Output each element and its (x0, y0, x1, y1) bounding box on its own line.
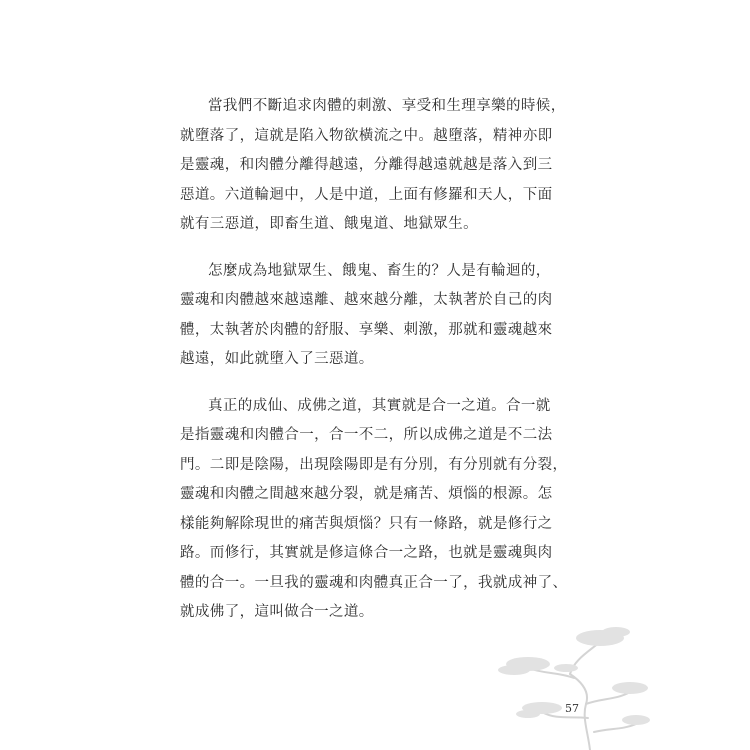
text-line: 就有三惡道，即畜生道、餓鬼道、地獄眾生。 (180, 216, 478, 232)
text-line: 路。而修行，其實就是修這條合一之路，也就是靈魂與肉 (180, 545, 553, 561)
paragraph-3 (180, 392, 590, 628)
paragraph-1 (180, 92, 590, 240)
text-line: 真正的成仙、成佛之道，其實就是合一之道。合一就 (208, 397, 551, 414)
text-line: 怎麼成為地獄眾生、餓鬼、畜生的？人是有輪迴的， (208, 262, 551, 279)
pine-tree-illustration-icon (470, 612, 650, 750)
page-number: 57 (565, 702, 579, 715)
text-line: 靈魂和肉體之間越來越分裂，就是痛苦、煩惱的根源。怎 (180, 486, 553, 502)
text-line: 越遠，如此就墮入了三惡道。 (180, 351, 374, 367)
text-line: 門。二即是陰陽，出現陰陽即是有分別，有分別就有分裂， (180, 456, 568, 473)
text-line: 是靈魂，和肉體分離得越遠，分離得越遠就越是落入到三 (180, 157, 553, 173)
text-line: 樣能夠解除現世的痛苦與煩惱？只有一條路，就是修行之 (180, 515, 553, 532)
text-line: 體的合一。一旦我的靈魂和肉體真正合一了，我就成神了、 (180, 574, 568, 591)
text-line: 就墮落了，這就是陷入物欲橫流之中。越墮落，精神亦即 (180, 127, 553, 144)
text-line: 是指靈魂和肉體合一，合一不二，所以成佛之道是不二法 (180, 427, 553, 443)
text-line: 惡道。六道輪迴中，人是中道，上面有修羅和天人，下面 (180, 186, 553, 203)
text-line: 靈魂和肉體越來越遠離、越來越分離，太執著於自己的肉 (180, 292, 553, 308)
text-line: 就成佛了，這叫做合一之道。 (180, 604, 374, 620)
text-line: 當我們不斷追求肉體的刺激、享受和生理享樂的時候， (208, 98, 566, 114)
text-line: 體，太執著於肉體的舒服、享樂、刺激，那就和靈魂越來 (180, 321, 553, 338)
body-text (180, 92, 590, 645)
paragraph-2 (180, 257, 590, 375)
